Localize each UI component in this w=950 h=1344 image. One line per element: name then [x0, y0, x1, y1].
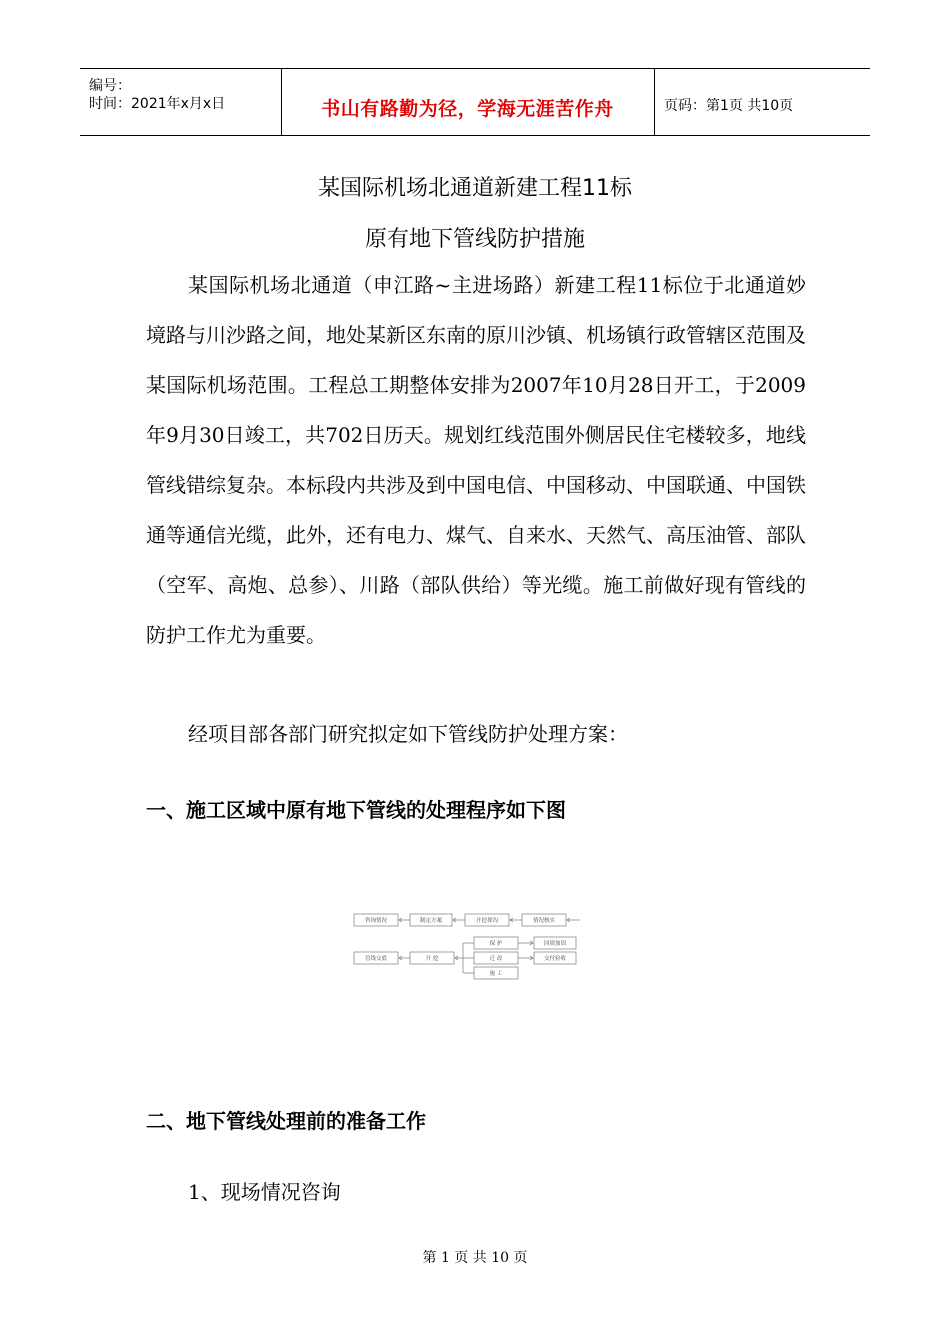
header-page-code: 页码：第1页 共10页	[664, 98, 794, 114]
header-motto-cell	[281, 69, 655, 135]
flow-label-relocate: 迁 改	[489, 956, 503, 962]
section-heading-2: 二、地下管线处理前的准备工作	[146, 1109, 426, 1133]
intro-paragraph: 某国际机场北通道（申江路~主进场路）新建工程11标位于北通道妙境路与川沙路之间，地处某新区东南的原川沙镇、机场镇行政管辖区范围及某国际机场范围。工程总工期整体安排为2007年10月28日开工，于2009年9月30日竣工，共702日历天。规划红线范围外侧居民住宅楼较多，地线管线错综复杂。本标段内共涉及到中国电信、中国移动、中国联通、中国铁通等通信光缆，此外，还有电力、煤气、自来水、天然气、高压油管、部队（空军、高炮、总参）、川路（部队供给）等光缆。施工前做好现有管线的防护工作尤为重要。	[146, 273, 806, 647]
flow-label-protect: 保 护	[489, 941, 503, 947]
section-heading-1: 一、施工区域中原有地下管线的处理程序如下图	[146, 798, 566, 822]
flow-label-construct: 施 工	[489, 971, 503, 977]
subsection-heading-1: 1、现场情况咨询	[188, 1180, 341, 1204]
document-number: 编号：	[89, 78, 131, 94]
plan-paragraph: 经项目部各部门研究拟定如下管线防护处理方案：	[188, 722, 628, 746]
flow-label-verify: 情况核实	[532, 918, 556, 924]
flow-label-trench: 开挖探沟	[475, 918, 499, 924]
flow-label-accept: 交付验收	[543, 956, 567, 962]
flow-label-consult: 咨询情况	[364, 918, 388, 924]
flow-label-backfill: 回填加固	[543, 941, 567, 947]
document-subtitle: 原有地下管线防护措施	[364, 227, 585, 252]
header-motto: 书山有路勤为径，学海无涯苦作舟	[321, 98, 614, 120]
page-footer: 第 1 页 共 10 页	[422, 1250, 528, 1266]
document-header	[80, 68, 870, 136]
document-time: 时间：2021年x月x日	[89, 96, 226, 112]
flow-label-excavate: 开 挖	[425, 956, 439, 962]
header-left-cell	[80, 69, 282, 135]
procedure-flowchart	[350, 905, 590, 985]
header-page-cell	[654, 69, 870, 135]
document-title: 某国际机场北通道新建工程11标	[318, 176, 632, 201]
flow-label-handover: 管线交底	[364, 956, 388, 962]
flow-label-plan: 制定方案	[419, 918, 443, 924]
